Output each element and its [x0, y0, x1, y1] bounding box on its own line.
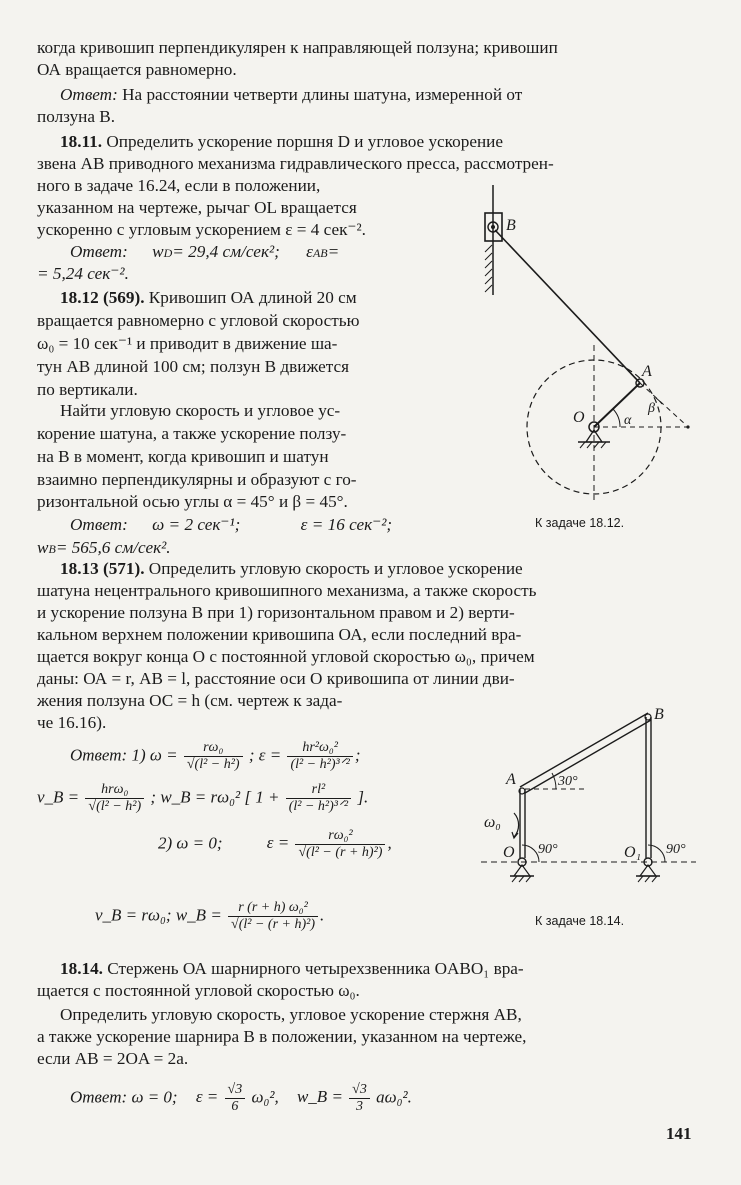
text-line: ризонтальной осью углы α = 45° и β = 45°.	[37, 492, 348, 511]
label-beta: β	[648, 401, 655, 416]
formula-row	[70, 1082, 412, 1115]
problem-text: Кривошип ОА длиной 20 см	[148, 288, 357, 307]
answer-label: Ответ:	[60, 85, 118, 104]
problem-18-13-line	[60, 558, 523, 580]
text-line: если AB = 2OA = 2a.	[37, 1049, 189, 1068]
text-line: шатуна нецентрального кривошипного механизма, а также скорость	[37, 581, 537, 600]
answer-line	[60, 84, 522, 106]
subscript: B	[48, 542, 56, 556]
figure-caption: К задаче 18.12.	[535, 516, 625, 530]
formula-row	[37, 782, 368, 815]
fraction: $\frac{√3}{3}$	[349, 1082, 370, 1115]
answer-value: ω = 2 сек⁻¹;	[152, 515, 241, 534]
formula-part: ε =	[266, 833, 290, 853]
fraction: $\frac{√3}{6}$	[225, 1082, 246, 1115]
answer-value: w	[37, 538, 49, 557]
label-A: A	[642, 363, 652, 380]
answer-value: = 29,4 см/сек²;	[172, 242, 280, 261]
answer-label: Ответ:	[70, 1087, 128, 1107]
formula-row: 2) ω = 0; ε = $\frac{\text{rω₀²}}{\text{√(l² − (r + h)²)}}$ ,	[158, 828, 392, 860]
answer-label: Ответ:	[70, 745, 128, 765]
problem-number: 18.11.	[60, 132, 103, 151]
text-line: даны: ОА = r, АВ = l, расстояние оси О кривошипа от линии дви-	[37, 669, 515, 688]
text-line: ОА вращается равномерно.	[37, 60, 237, 79]
label-O: O	[503, 844, 515, 861]
text-line: на В в момент, когда кривошип и шатун	[37, 447, 329, 466]
text-line: че 16.16).	[37, 713, 107, 732]
problem-18-14-line	[60, 958, 524, 980]
fraction: $\frac{\text{rω₀}}{\text{√(l² − h²)}}$	[184, 740, 243, 773]
label-A: A	[506, 771, 516, 788]
answer-value: w	[152, 242, 164, 261]
formula-part: ω = 0;	[131, 1087, 178, 1107]
answer-label: Ответ:	[70, 242, 128, 261]
problem-number: 18.14.	[60, 959, 103, 978]
formula-part: 2) ω = 0;	[158, 833, 223, 853]
text-line: ускоренно с угловым ускорением ε = 4 сек⁻².	[37, 220, 366, 239]
text-line: жения ползуна ОС = h (см. чертеж к зада-	[37, 691, 343, 710]
formula-row: Ответ: 1) ω = $\frac{\text{rω₀}}{\text{√(l² − h²)}}$ ; ε = $\frac{\text{hr²ω₀²}}{\text{(l² − h²)³ᐟ²}}$ ;	[70, 740, 361, 772]
problem-number: 18.13 (571).	[60, 559, 145, 578]
problem-text: Определить угловую скорость и угловое ускорение	[148, 559, 523, 578]
text-line: ного в задаче 16.24, если в положении,	[37, 176, 321, 195]
answer-value: = 565,6 см/сек².	[55, 538, 171, 557]
text-line: щается вокруг конца О с постоянной угловой скоростью ω₀, причем	[37, 647, 535, 666]
label-omega0: ω₀	[484, 814, 501, 831]
fraction: $\frac{\text{hrω₀}}{\text{√(l² − h²)}}$	[85, 782, 144, 815]
text-line: указанном на чертеже, рычаг OL вращается	[37, 198, 357, 217]
fraction: $\frac{\text{r (r + h) ω₀²}}{\text{√(l² − (r + h)²)}}$	[228, 900, 318, 933]
page-number: 141	[666, 1124, 692, 1143]
text-line: ползуна В.	[37, 107, 116, 126]
answer-value: ε = 16 сек⁻²;	[300, 515, 393, 534]
text-line: корение шатуна, а также ускорение ползу-	[37, 424, 347, 443]
text-line: когда кривошип перпендикулярен к направляющей ползуна; кривошип	[37, 38, 558, 57]
text-line: кальном верхнем положении кривошипа ОА, если последний вра-	[37, 625, 522, 644]
problem-text: Стержень ОА шарнирного четырехзвенника OABO₁ вра-	[107, 959, 524, 978]
text-line: звена АВ приводного механизма гидравлического пресса, рассмотрен-	[37, 154, 554, 173]
label-90deg-right: 90°	[666, 842, 686, 857]
label-90deg-left: 90°	[538, 842, 558, 857]
problem-text: Определить ускорение поршня D и угловое ускорение	[106, 132, 503, 151]
formula-row: v_B = rω₀; w_B = $\frac{\text{r (r + h) ω₀²}}{\text{√(l² − (r + h)²)}}$ .	[95, 900, 325, 932]
label-B: B	[506, 217, 516, 234]
answer-value: ε	[306, 242, 313, 261]
formula-part: ].	[357, 787, 369, 807]
label-O1: O₁	[624, 844, 642, 861]
label-O: O	[573, 409, 585, 426]
text-line: Найти угловую скорость и угловое ус-	[60, 401, 341, 420]
label-30deg: 30°	[558, 774, 578, 789]
figure-18-12	[470, 180, 700, 510]
answer-label: Ответ:	[70, 515, 128, 534]
label-alpha: α	[624, 413, 632, 428]
formula-part: ε =	[195, 1087, 219, 1107]
formula-part: v_B = rω₀; w_B =	[95, 905, 222, 925]
text-line: взаимно перпендикулярны и образуют с го-	[37, 470, 357, 489]
formula-part: ω₀²,	[251, 1087, 279, 1107]
problem-number: 18.12 (569).	[60, 288, 145, 307]
text-line: и ускорение ползуна В при 1) горизонтальном правом и 2) верти-	[37, 603, 515, 622]
fraction: $\frac{\text{hr²ω₀²}}{\text{(l² − h²)³ᐟ²}}$	[287, 740, 352, 773]
text-line: вращается равномерно с угловой скоростью	[37, 311, 360, 330]
text-line: щается с постоянной угловой скоростью ω₀.	[37, 981, 360, 1000]
formula-part: 1) ω =	[131, 745, 178, 765]
label-B: B	[654, 706, 664, 723]
problem-18-11-line	[60, 131, 503, 153]
figure-18-14	[476, 705, 706, 895]
subscript: AB	[312, 246, 328, 260]
formula-part: ; ε =	[248, 745, 282, 765]
text-line: ω₀ = 10 сек⁻¹ и приводит в движение ша-	[37, 334, 338, 353]
answer-line	[37, 537, 171, 560]
answer-line	[70, 241, 339, 264]
answer-line: = 5,24 сек⁻².	[37, 264, 129, 283]
answer-text: На расстоянии четверти длины шатуна, измеренной от	[122, 85, 523, 104]
figure-caption: К задаче 18.14.	[535, 914, 625, 928]
subscript: D	[163, 246, 173, 260]
text-line: Определить угловую скорость, угловое ускорение стержня АВ,	[60, 1005, 522, 1024]
formula-part: aω₀².	[376, 1087, 412, 1107]
problem-18-12-line	[60, 287, 357, 309]
text-line: а также ускорение шарнира В в положении, указанном на чертеже,	[37, 1027, 527, 1046]
formula-part: w_B =	[296, 1087, 343, 1107]
text-line: по вертикали.	[37, 380, 138, 399]
answer-line	[70, 514, 392, 536]
answer-value: =	[327, 242, 340, 261]
formula-part: v_B =	[37, 787, 80, 807]
fraction: $\frac{\text{rω₀²}}{\text{√(l² − (r + h)²)}}$	[295, 828, 385, 861]
text-line: тун АВ длиной 100 см; ползун В движется	[37, 357, 350, 376]
fraction: $\frac{\text{rl²}}{\text{(l² − h²)³ᐟ²}}$	[286, 782, 351, 815]
formula-part: ; w_B = rω₀² [ 1 +	[150, 787, 280, 807]
